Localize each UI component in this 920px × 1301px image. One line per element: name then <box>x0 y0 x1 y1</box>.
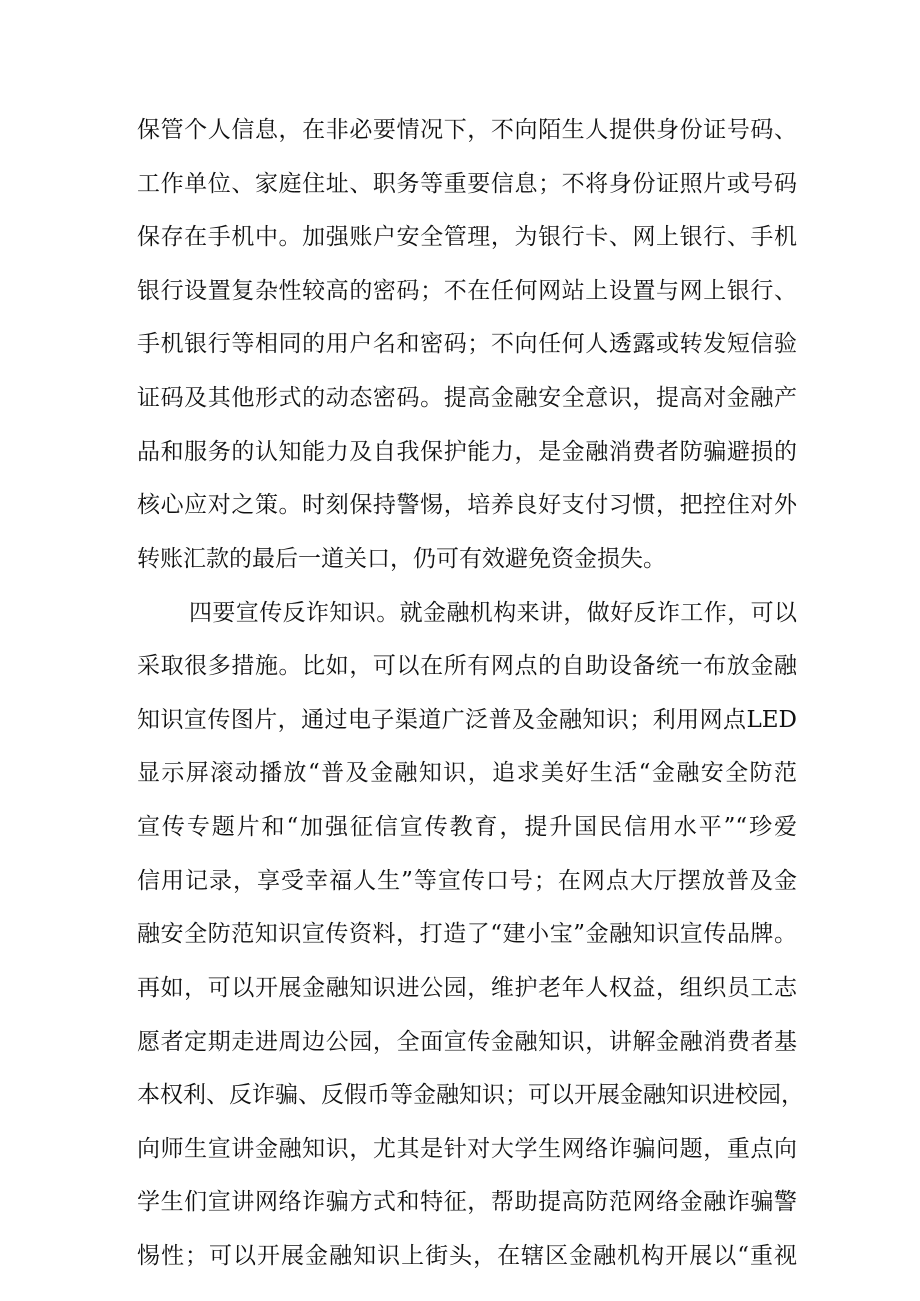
paragraph-line: 愿者定期走进周边公园，全面宣传金融知识，讲解金融消费者基 <box>137 1029 797 1055</box>
paragraph-line: 核心应对之策。时刻保持警惕，培养良好支付习惯，把控住对外 <box>137 492 797 518</box>
paragraph-line: 显示屏滚动播放“普及金融知识，追求美好生活“金融安全防范 <box>137 760 797 786</box>
paragraph-line: 手机银行等相同的用户名和密码；不向任何人透露或转发短信验 <box>137 331 797 357</box>
paragraph-line: 品和服务的认知能力及自我保护能力，是金融消费者防骗避损的 <box>137 439 797 465</box>
paragraph-line: 本权利、反诈骗、反假币等金融知识；可以开展金融知识进校园， <box>137 1082 804 1108</box>
paragraph-line: 再如，可以开展金融知识进公园，维护老年人权益，组织员工志 <box>137 975 797 1001</box>
paragraph-line: 惕性；可以开展金融知识上街头，在辖区金融机构开展以“重视 <box>137 1243 797 1269</box>
paragraph-line: 融安全防范知识宣传资料，打造了“建小宝”金融知识宣传品牌。 <box>137 921 797 947</box>
paragraph-line: 采取很多措施。比如，可以在所有网点的自助设备统一布放金融 <box>137 653 797 679</box>
paragraph-line: 信用记录，享受幸福人生”等宣传口号；在网点大厅摆放普及金 <box>137 868 797 894</box>
paragraph-line: 转账汇款的最后一道关口，仍可有效避免资金损失。 <box>137 546 666 572</box>
paragraph-line: 知识宣传图片，通过电子渠道广泛普及金融知识；利用网点LED <box>137 707 797 733</box>
paragraph-line: 证码及其他形式的动态密码。提高金融安全意识，提高对金融产 <box>137 385 797 411</box>
paragraph-line: 四要宣传反诈知识。就金融机构来讲，做好反诈工作，可以 <box>189 600 797 626</box>
paragraph-line: 宣传专题片和“加强征信宣传教育，提升国民信用水平”“珍爱 <box>137 814 797 840</box>
paragraph-line: 银行设置复杂性较高的密码；不在任何网站上设置与网上银行、 <box>137 278 797 304</box>
paragraph-line: 工作单位、家庭住址、职务等重要信息；不将身份证照片或号码 <box>137 171 797 197</box>
paragraph-line: 保管个人信息，在非必要情况下，不向陌生人提供身份证号码、 <box>137 117 797 143</box>
paragraph-line: 学生们宣讲网络诈骗方式和特征，帮助提高防范网络金融诈骗警 <box>137 1189 797 1215</box>
paragraph-line: 向师生宣讲金融知识，尤其是针对大学生网络诈骗问题，重点向 <box>137 1136 797 1162</box>
paragraph-line: 保存在手机中。加强账户安全管理，为银行卡、网上银行、手机 <box>137 224 797 250</box>
